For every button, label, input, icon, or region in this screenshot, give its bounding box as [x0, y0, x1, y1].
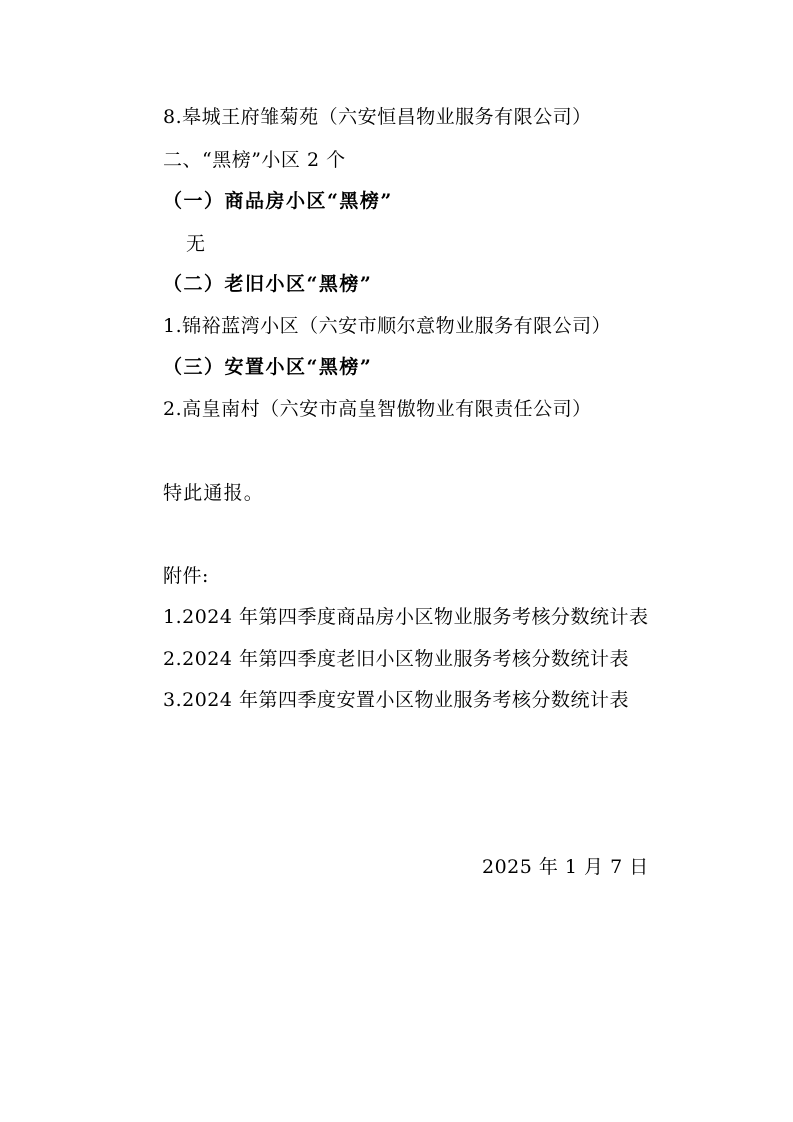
attachments-label: 附件:	[163, 565, 209, 587]
notice-statement: 特此通报。	[163, 482, 265, 504]
blacklist-item-8: 8.皋城王府雏菊苑（六安恒昌物业服务有限公司）	[163, 106, 592, 128]
subheading-old-blacklist: （二）老旧小区“黑榜”	[163, 273, 373, 295]
commercial-blacklist-none: 无	[186, 233, 206, 255]
attachment-item-3: 3.2024 年第四季度安置小区物业服务考核分数统计表	[163, 689, 630, 711]
document-date: 2025 年 1 月 7 日	[482, 856, 649, 878]
subheading-commercial-blacklist: （一）商品房小区“黑榜”	[163, 190, 393, 212]
section-heading-blacklist: 二、“黑榜”小区 2 个	[163, 149, 346, 171]
attachment-item-1: 1.2024 年第四季度商品房小区物业服务考核分数统计表	[163, 606, 649, 628]
subheading-resettlement-blacklist: （三）安置小区“黑榜”	[163, 356, 373, 378]
attachment-item-2: 2.2024 年第四季度老旧小区物业服务考核分数统计表	[163, 648, 630, 670]
resettlement-blacklist-item-2: 2.高皇南村（六安市高皇智傲物业有限责任公司）	[163, 398, 592, 420]
old-blacklist-item-1: 1.锦裕蓝湾小区（六安市顺尔意物业服务有限公司）	[163, 315, 612, 337]
